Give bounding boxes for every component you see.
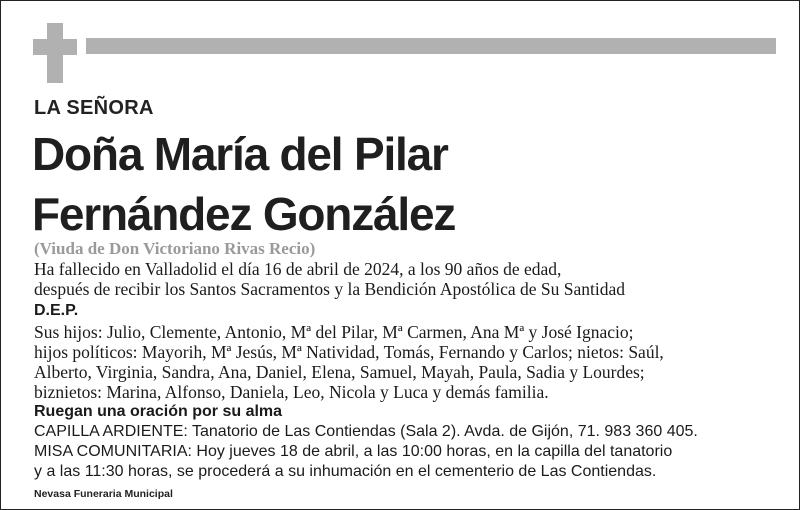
header-bar [86,38,776,54]
services-line3: y a las 11:30 horas, se procederá a su inhumación en el cementerio de Las Contiendas. [34,463,657,480]
dep-label: D.E.P. [34,302,79,319]
title-label: LA SEÑORA [34,97,154,119]
cross-icon [33,23,77,83]
services-line1: CAPILLA ARDIENTE: Tanatorio de Las Contiendas (Sala 2). Avda. de Gijón, 71. 983 360 405. [34,423,698,440]
family-line3: Alberto, Virginia, Sandra, Ana, Daniel, Elena, Samuel, Mayah, Paula, Sadia y Lourdes; [34,362,645,382]
prayer-request: Ruegan una oración por su alma [34,403,283,420]
funeral-home-credit: Nevasa Funeraria Municipal [34,488,173,500]
obituary-body [34,259,774,482]
announcement-line2: después de recibir los Santos Sacramentos y la Bendición Apostólica de Su Santidad [34,279,626,299]
family-line4: biznietos: Marina, Alfonso, Daniela, Leo, Nicola y Luca y demás familia. [34,382,549,402]
announcement-line1: Ha fallecido en Valladolid el día 16 de abril de 2024, a los 90 años de edad, [34,259,562,279]
services-line2: MISA COMUNITARIA: Hoy jueves 18 de abril, a las 10:00 horas, en la capilla del tanatorio [34,443,673,460]
widow-note: (Viuda de Don Victoriano Rivas Recio) [34,239,316,258]
family-line2: hijos políticos: Mayorih, Mª Jesús, Mª Natividad, Tomás, Fernando y Carlos; nietos: Saúl, [34,342,664,362]
family-line1: Sus hijos: Julio, Clemente, Antonio, Mª del Pilar, Mª Carmen, Ana Mª y José Ignacio; [34,322,634,342]
deceased-name-line2: Fernández González [32,188,456,240]
deceased-name-line1: Doña María del Pilar [32,128,448,180]
